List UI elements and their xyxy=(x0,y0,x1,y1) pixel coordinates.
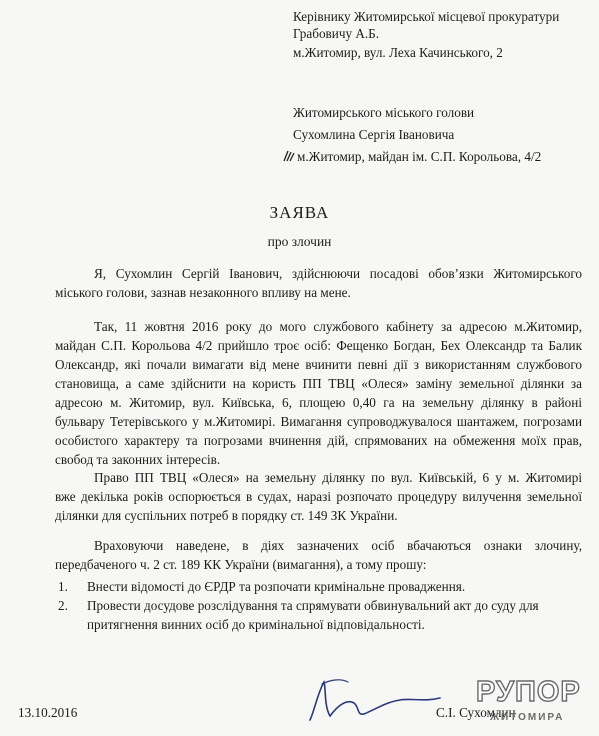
request-list xyxy=(58,577,582,634)
paragraph-line: особистого характеру та погрозами вчинення дій, спрямованих на обмеження моїх прав, xyxy=(55,433,582,448)
recipient-line-2: Грабовичу А.Б. xyxy=(293,26,380,41)
paragraph-2 xyxy=(55,317,582,469)
paragraph-line: адресою м. Житомир, вул. Київська, 6, площею 0,40 га на земельну ділянку в районі xyxy=(55,395,582,410)
paragraph-line: майдан С.П. Корольова 4/2 прийшло троє осіб: Фещенко Богдан, Бех Олександр та Балик xyxy=(55,338,582,353)
list-number: 1. xyxy=(58,579,68,594)
list-item-text: притягнення винних осіб до кримінальної відповідальності. xyxy=(87,617,425,632)
paragraph-1 xyxy=(55,264,582,302)
paragraph-line: міського голови, зазнав незаконного впливу на мене. xyxy=(55,285,351,300)
paragraph-line: Олександр, які почали вимагати від мене вчинити певні дії з використанням службового xyxy=(55,357,582,372)
list-item-text: Внести відомості до ЄРДР та розпочати кримінальне провадження. xyxy=(87,579,466,594)
paragraph-line: свобод та законних інтересів. xyxy=(55,452,221,467)
sender-line-2: Сухомлина Сергія Івановича xyxy=(293,127,455,142)
paragraph-line: Так, 11 жовтня 2016 року до мого службового кабінету за адресою м.Житомир, xyxy=(94,319,582,334)
recipient-line-1: Керівнику Житомирської місцевої прокуратури xyxy=(293,9,560,24)
paragraph-line: Враховуючи наведене, в діях зазначених осіб вбачаються ознаки злочину, xyxy=(94,538,582,553)
watermark-logo xyxy=(468,676,596,732)
list-number: 2. xyxy=(58,598,68,613)
paragraph-3 xyxy=(55,468,582,525)
paragraph-line: Право ПП ТВЦ «Олеся» на земельну ділянку по вул. Київській, 6 у м. Житомирі xyxy=(94,470,582,485)
watermark-logo-text: РУПОР xyxy=(476,676,581,708)
paragraph-line: вже декілька років оспорюється в судах, наразі розпочато процедуру вилучення земельної xyxy=(55,489,582,504)
watermark-logo-subtext: ЖИТОМИРА xyxy=(490,712,565,723)
list-item xyxy=(58,577,582,596)
document-date: 13.10.2016 xyxy=(18,705,78,720)
paragraph-line: ділянки для суспільних потреб в порядку ст. 149 ЗК України. xyxy=(55,508,398,523)
pen-mark-icon xyxy=(283,149,297,163)
paragraph-4 xyxy=(55,536,582,574)
paragraph-line: бульвару Тетерівського у м.Житомирі. Вимагання супроводжувалося шантажем, погрозами xyxy=(55,414,582,429)
document-title: ЗАЯВА xyxy=(269,203,330,222)
handwritten-signature xyxy=(300,672,445,728)
sender-address: м.Житомир, майдан ім. С.П. Корольова, 4/2 xyxy=(297,149,542,164)
signer-name: С.І. Сухомлин xyxy=(436,705,516,720)
paragraph-line: Я, Сухомлин Сергій Іванович, здійснюючи посадові обов’язки Житомирського xyxy=(94,266,582,281)
document-subtitle: про злочин xyxy=(267,234,332,249)
sender-line-1: Житомирського міського голови xyxy=(293,105,475,120)
paragraph-line: становища, а саме здійснити на користь ПП ТВЦ «Олеся» заміну земельної ділянки за xyxy=(55,376,582,391)
paragraph-line: передбаченого ч. 2 ст. 189 КК України (вимагання), а тому прошу: xyxy=(55,557,427,572)
recipient-address: м.Житомир, вул. Леха Качинського, 2 xyxy=(293,45,503,60)
list-item xyxy=(58,596,582,634)
list-item-text: Провести досудове розслідування та спрямувати обвинувальний акт до суду для xyxy=(87,598,539,613)
